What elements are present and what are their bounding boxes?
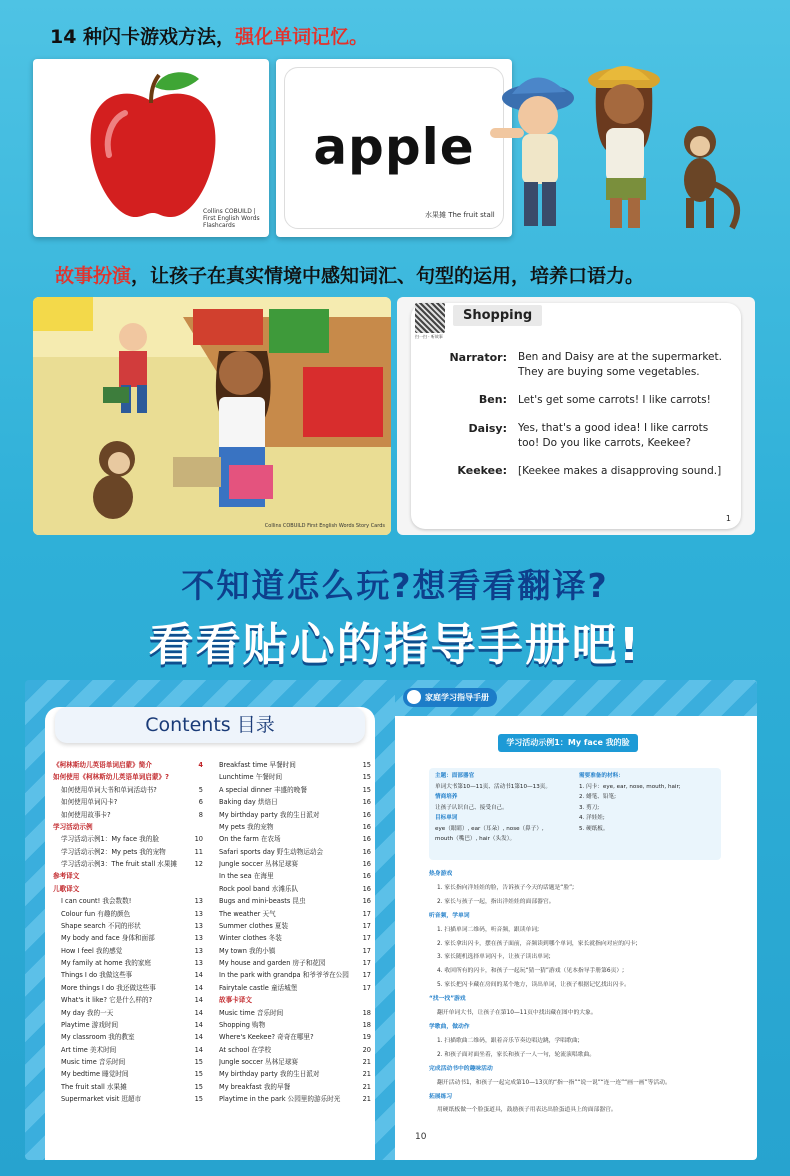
toc-entry-title: Winter clothes 冬装 [219,934,282,943]
toc-entry-title: My house and garden 房子和花园 [219,959,326,967]
toc-entry-page: 11 [194,847,203,856]
toc-entry-title: The fruit stall 水果摊 [61,1082,127,1091]
toc-entry[interactable] [219,895,371,907]
toc-entry-title: My breakfast 我的早餐 [219,1082,291,1091]
line-narrator-2: They are buying some vegetables. [518,366,700,378]
toc-entry-title: At school 在学校 [219,1045,272,1054]
activity-step: 2. 和孩子面对面坐着，家长和孩子一人一句，轮流演唱歌曲。 [437,1051,596,1058]
toc-entry-page: 15 [362,761,371,769]
toc-entry-title: Fairytale castle 童话城堡 [219,983,298,992]
story-script-card [397,297,755,535]
toc-entry-title: My body and face 身体和面部 [61,934,155,943]
toc-entry-page: 16 [362,810,371,819]
activity-step: 1. 扫描单词二维码，听音频，跟读单词; [437,926,540,933]
toc-entry-page: 6 [198,798,203,807]
toc-entry-title: My day 我的一天 [61,1008,114,1017]
toc-entry[interactable] [219,969,371,981]
manual-badge [403,688,497,707]
toc-entry-title: In the sea 在海里 [219,872,274,881]
slogan-guide: 看看贴心的指导手册吧! [148,618,642,671]
activity-step: 4. 收回所有的闪卡，和孩子一起玩“猜一猜”游戏（见本指导手册第6页）; [437,968,625,975]
toc-entry-title: Bugs and mini-beasts 昆虫 [219,897,306,906]
toc-entry[interactable] [219,870,371,882]
toc-entry-title: My classroom 我的教室 [61,1033,135,1042]
toc-entry-page: 20 [362,1045,371,1054]
toc-entry-title: 如何使用故事卡? [61,810,111,819]
info-line: 情商培养 [435,794,458,800]
toc-entry-page: 15 [362,785,371,794]
toc-entry[interactable] [219,796,371,808]
activity-step: 用硬纸板做一个脸蛋道具，鼓励孩子用表达出脸蛋道具上的面部器官。 [437,1107,617,1114]
toc-entry-title: My birthday party 我的生日派对 [219,1070,320,1079]
toc-entry-page: 13 [194,921,203,930]
toc-entry[interactable] [53,1093,203,1105]
activity-step: 1. 扫描歌曲二维码，跟着音乐节奏边唱边跳，学唱歌曲; [437,1037,580,1044]
toc-entry-title: The weather 天气 [219,909,276,918]
monkey-icon [407,690,421,704]
toc-entry-page: 16 [362,798,371,807]
activity-info-box [429,768,721,860]
activity-title: 学习活动示例1：My face 我的脸 [498,734,638,752]
toc-entry[interactable] [53,796,203,808]
activity-step: 翻开活动书1，和孩子一起完成第10—13页的“指一指”“说一说”“连一连”“画一画”等活动。 [437,1079,671,1086]
toc-entry-page: 13 [194,897,203,906]
toc-entry[interactable] [219,1056,371,1068]
info-line: eye（眼睛）, ear（耳朵）, nose（鼻子）, [435,825,544,832]
activity-step: 热身游戏 [429,871,453,877]
toc-entry-page: 21 [362,1082,371,1091]
activity-step: 2. 家长与孩子一起，指出洋娃娃的面部器官。 [437,898,555,905]
activity-step: “找一找”游戏 [429,996,466,1003]
toc-entry-page: 16 [362,860,371,868]
toc-entry[interactable] [219,883,371,895]
toc-entry[interactable] [53,920,203,932]
line-keekee-1: [Keekee makes a disapproving sound.] [518,465,722,477]
toc-entry-title: Supermarket visit 逛超市 [61,1095,142,1104]
toc-entry-title: Jungle soccer 丛林足球赛 [219,860,299,868]
speaker-ben: Ben: [478,393,507,406]
material-line: 1. 闪卡：eye, ear, nose, mouth, hair; [579,783,681,790]
toc-entry-title: 学习活动示例 [53,822,93,831]
toc-entry[interactable] [219,994,371,1006]
supermarket-illustration [33,297,391,535]
apple-picture-card [33,59,269,237]
toc-entry[interactable] [219,858,371,870]
toc-entry-page: 16 [362,897,371,906]
speaker-narrator: Narrator: [449,351,507,364]
toc-entry-page: 14 [194,1008,203,1017]
toc-entry-page: 17 [362,983,371,992]
activity-step: 翻开单词大书，让孩子在第10—11页中找出藏在图中的大象。 [437,1010,597,1017]
activity-step: 5. 家长把闪卡藏在房间的某个地方，读出单词，让孩子根据记忆找出闪卡。 [437,982,630,989]
toc-entry-page: 16 [362,872,371,881]
toc-entry-title: 参考译文 [53,872,80,881]
toc-entry-title: Art time 美术时间 [61,1045,117,1054]
activity-step: 3. 家长随机选择单词闪卡，让孩子读出单词; [437,954,551,961]
toc-entry-title: In the park with grandpa 和爷爷爷在公园 [219,971,349,980]
info-line: 单词大书第10—11页、活动书1第10—13页。 [435,783,551,790]
toc-entry-title: Rock pool band 水滩乐队 [219,884,299,893]
toc-entry-page: 19 [362,1033,371,1042]
toc-entry[interactable] [53,759,203,771]
toc-entry[interactable] [53,994,203,1006]
toc-entry-title: Music time 音乐时间 [61,1058,126,1066]
toc-entry-title: Colour fun 有趣的颜色 [61,909,131,918]
toc-entry-title: Lunchtime 午餐时间 [219,773,283,782]
toc-entry-page: 18 [362,1008,371,1017]
toc-entry[interactable] [53,1056,203,1068]
toc-entry[interactable] [53,1081,203,1093]
speaker-keekee: Keekee: [457,464,507,477]
toc-column-left [53,759,203,1106]
toc-entry-title: Jungle soccer 丛林足球赛 [219,1058,299,1066]
toc-entry-page: 14 [194,983,203,992]
toc-entry-title: 故事卡译文 [219,996,252,1005]
toc-entry-page: 14 [194,996,203,1005]
toc-entry[interactable] [53,957,203,969]
toc-entry-page: 17 [362,921,371,930]
toc-entry-title: How I feel 我的感觉 [61,946,123,955]
toc-entry[interactable] [219,809,371,821]
activity-step: 2. 家长拿出闪卡，摆在孩子面前，音频读到哪个单词，家长就指向对应的闪卡; [437,940,638,947]
toc-entry-page: 15 [362,773,371,782]
toc-entry-title: Things I do 我做这些事 [61,971,133,980]
toc-entry[interactable] [219,771,371,783]
toc-entry-page: 18 [362,1020,371,1029]
toc-entry[interactable] [53,771,203,783]
headline-flashcards [50,22,368,49]
material-line: 需要准备的材料： [579,773,624,779]
info-line: 目标单词 [435,815,458,821]
toc-entry[interactable] [53,883,203,895]
activity-steps [429,868,729,1118]
toc-entry[interactable] [219,982,371,994]
toc-entry-page: 21 [362,1095,371,1104]
toc-entry-page: 17 [362,909,371,918]
toc-entry-page: 16 [362,822,371,831]
toc-entry[interactable] [219,908,371,920]
toc-entry-page: 13 [194,934,203,943]
headline-flashcards-black: 14 种闪卡游戏方法， [50,26,236,48]
line-ben-1: Let's get some carrots! I like carrots! [518,394,711,406]
toc-entry-page: 14 [194,1020,203,1029]
toc-entry-title: 如何使用单词大书和单词活动书? [61,785,157,794]
toc-entry[interactable] [219,957,371,969]
toc-entry[interactable] [53,982,203,994]
toc-entry-title: Safari sports day 野生动物运动会 [219,847,324,856]
toc-entry-page: 5 [198,785,203,794]
toc-entry[interactable] [53,895,203,907]
activity-step: 拓展练习 [429,1093,453,1100]
toc-entry[interactable] [219,1093,371,1105]
toc-entry[interactable] [53,821,203,833]
toc-entry[interactable] [219,833,371,845]
toc-entry-title: More things I do 我还做这些事 [61,983,156,992]
toc-entry-title: Where's Keekee? 奇奇在哪里? [219,1033,314,1042]
line-narrator-1: Ben and Daisy are at the supermarket. [518,351,722,363]
toc-entry-page: 10 [194,835,203,844]
info-box-right [579,771,717,834]
activity-step: 完成活动书中的趣味活动 [429,1065,493,1072]
slogan-question: 不知道怎么玩?想看看翻译? [181,566,609,605]
toc-entry-page: 21 [362,1070,371,1079]
toc-panel [45,707,375,1160]
toc-entry[interactable] [53,1044,203,1056]
toc-entry[interactable] [219,846,371,858]
toc-entry-title: 学习活动示例1：My face 我的脸 [61,835,159,844]
toc-entry[interactable] [53,809,203,821]
activity-step: 听音频，学单词 [429,912,470,919]
toc-entry-title: Summer clothes 夏装 [219,921,289,930]
toc-entry-page: 16 [362,884,371,893]
toc-entry-title: My bedtime 睡觉时间 [61,1070,129,1079]
toc-entry-page [355,994,371,1006]
toc-entry[interactable] [53,1068,203,1080]
toc-entry[interactable] [53,1007,203,1019]
story-picture-card [33,297,391,535]
toc-entry[interactable] [219,945,371,957]
toc-entry[interactable] [53,1031,203,1043]
script-title: Shopping [453,305,542,326]
toc-column-right [219,759,371,1106]
toc-entry[interactable] [219,920,371,932]
toc-entry-title: My town 我的小镇 [219,946,276,955]
toc-entry-title: 《柯林斯幼儿英语单词启蒙》简介 [53,761,152,769]
info-line: mouth（嘴巴）, hair（头发）。 [435,836,516,842]
toc-entry[interactable] [219,1044,371,1056]
headline-story-red: 故事扮演 [55,265,132,287]
toc-entry-page: 15 [194,1070,203,1079]
toc-entry-title: Shape search 不同的形状 [61,921,141,930]
toc-entry-page: 16 [362,847,371,856]
toc-entry-page: 13 [194,946,203,955]
toc-entry-title: 如何使用《柯林斯幼儿英语单词启蒙》? [53,773,169,782]
word-card [276,59,512,237]
toc-entry-page: 17 [362,971,371,980]
toc-entry[interactable] [53,945,203,957]
info-box-left [435,771,585,845]
line-daisy-2: too! Do you like carrots, Keekee? [518,437,691,449]
toc-entry-title: 儿歌译文 [53,884,80,893]
toc-entry[interactable] [219,759,371,771]
toc-entry-title: What's it like? 它是什么样的? [61,996,153,1005]
toc-entry[interactable] [53,846,203,858]
toc-entry-title: Shopping 购物 [219,1020,266,1029]
material-line: 3. 剪刀; [579,804,600,811]
toc-entry-title: 如何使用单词闪卡? [61,798,118,807]
activity-step: 学歌曲，做动作 [429,1023,470,1030]
script-page-number: 1 [725,514,731,523]
toc-entry-page [187,821,203,833]
toc-entry-title: My pets 我的宠物 [219,822,274,831]
manual-activity-page [395,680,757,1160]
story-card-footer: Collins COBUILD First English Words Story Cards [264,523,385,529]
toc-entry-title: My family at home 我的家庭 [61,959,152,967]
card-brand-logo: Collins COBUILD | First English Words Flashcards [203,208,260,229]
toc-entry-page: 13 [194,909,203,918]
toc-entry[interactable] [53,908,203,920]
material-line: 2. 蜡笔、铅笔; [579,794,616,800]
toc-entry-title: Music time 音乐时间 [219,1008,284,1017]
toc-entry-page: 21 [362,1058,371,1066]
toc-entry-page: 13 [194,959,203,967]
toc-entry[interactable] [53,1019,203,1031]
toc-entry-title: I can count! 我会数数! [61,897,132,906]
toc-entry[interactable] [53,784,203,796]
line-daisy-1: Yes, that's a good idea! I like carrots [518,422,709,434]
toc-entry-page: 14 [194,971,203,980]
toc-entry-page: 8 [198,810,203,819]
manual-contents-page [25,680,395,1160]
children-monkey-illustration [486,58,756,238]
contents-title: Contents 目录 [55,707,365,743]
speaker-daisy: Daisy: [468,422,507,435]
qr-code-icon[interactable] [415,303,445,333]
info-line: 让孩子认识自己、接受自己。 [435,804,508,811]
info-line: 主题：面部器官 [435,773,475,779]
material-line: 4. 洋娃娃; [579,815,605,821]
toc-entry-title: A special dinner 丰盛的晚餐 [219,785,307,794]
toc-entry-page: 17 [362,946,371,955]
activity-step: 1. 家长指向洋娃娃的脸，告诉孩子今天的话题是“脸”; [437,884,575,891]
flashcard-word: apple [313,118,475,176]
toc-entry-page: 15 [194,1058,203,1066]
toc-entry-page: 17 [362,934,371,943]
toc-entry-page: 15 [194,1095,203,1104]
material-line: 5. 硬纸板。 [579,825,609,832]
toc-entry-page: 12 [194,860,203,868]
toc-entry-page [187,870,203,882]
toc-entry[interactable] [219,784,371,796]
toc-entry[interactable] [219,1081,371,1093]
toc-entry-title: 学习活动示例2：My pets 我的宠物 [61,847,166,856]
toc-entry[interactable] [53,870,203,882]
word-card-inner [284,67,504,229]
toc-entry-title: 学习活动示例3：The fruit stall 水果摊 [61,860,178,868]
toc-entry-page: 15 [194,1082,203,1091]
headline-story-black: ，让孩子在真实情境中感知词汇、句型的运用，培养口语力。 [131,265,645,287]
toc-entry[interactable] [53,833,203,845]
toc-entry-title: Baking day 烘焙日 [219,798,278,807]
toc-entry[interactable] [219,932,371,944]
toc-entry-title: Playtime 游戏时间 [61,1020,119,1029]
toc-entry-page: 14 [194,1033,203,1042]
toc-entry[interactable] [219,1068,371,1080]
toc-entry[interactable] [53,932,203,944]
toc-entry[interactable] [219,1031,371,1043]
toc-entry-title: On the farm 在农场 [219,835,281,844]
toc-entry-page [187,883,203,895]
toc-entry[interactable] [53,969,203,981]
manual-badge-label: 家庭学习指导手册 [425,693,489,702]
toc-entry-page: 16 [362,835,371,844]
manual-page-header [395,680,757,716]
toc-entry-title: Playtime in the park 公园里的游乐时光 [219,1095,341,1104]
headline-story [55,261,644,288]
toc-entry[interactable] [219,821,371,833]
toc-entry[interactable] [53,858,203,870]
script-sheet [411,303,741,529]
toc-entry[interactable] [219,1019,371,1031]
toc-entry-page: 4 [198,761,203,769]
qr-caption: 扫一扫 · 听故事 [415,334,443,339]
toc-entry-page: 14 [194,1045,203,1054]
toc-entry-title: Breakfast time 早餐时间 [219,761,296,769]
word-card-footer: 水果摊 The fruit stall [425,211,495,219]
toc-entry-title: My birthday party 我的生日派对 [219,810,320,819]
manual-page-number: 10 [415,1132,427,1142]
headline-flashcards-red: 强化单词记忆。 [235,26,369,48]
toc-entry[interactable] [219,1007,371,1019]
toc-entry-page [187,771,203,783]
toc-entry-page: 17 [362,959,371,967]
